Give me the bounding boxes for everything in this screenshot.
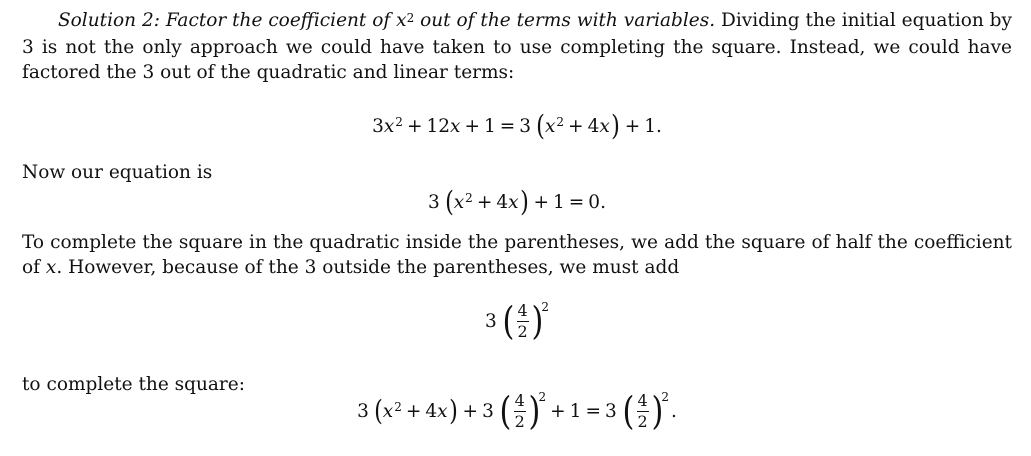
- eq4-coef1: 3: [357, 400, 369, 422]
- solution-text: Dividing the initial equation by 3 is not the only approach we could have taken to use completing the square. Instead, we could have factored the 3 out of the quadratic and linear terms:: [22, 10, 1012, 83]
- eq4-right-paren: ): [448, 394, 458, 427]
- eq1-left-paren: (: [536, 109, 545, 142]
- para3-var: x: [45, 257, 57, 278]
- para3: [22, 230, 1012, 280]
- eq4-in-lin-var: x: [437, 400, 448, 422]
- eq2-period: .: [600, 191, 606, 213]
- eq1-lin: 12: [426, 115, 450, 137]
- eq2-in-lin: 4: [496, 191, 509, 213]
- eq4-frac2-left-paren: (: [622, 389, 635, 433]
- eq1-lhs-coef: 3: [372, 115, 384, 137]
- eq4-fraction-group-2: [621, 389, 670, 433]
- eq4-plus1: +: [462, 400, 479, 422]
- eq1-in-exp: 2: [556, 114, 565, 129]
- eq4-fraction-1: [513, 390, 527, 431]
- eq1-plus1: +: [406, 115, 423, 137]
- solution-title-exp: 2: [406, 10, 415, 25]
- eq4-frac1-right-paren: ): [528, 389, 541, 433]
- eq2-in-lin-var: x: [508, 191, 519, 213]
- eq4-one: 1: [569, 400, 582, 422]
- solution-title-var: x: [396, 10, 407, 31]
- solution-paragraph: [22, 8, 1012, 85]
- eq2-plus: +: [533, 191, 549, 213]
- eq4-equals: =: [585, 400, 601, 422]
- eq1-in-plus: +: [568, 115, 584, 137]
- eq4-frac2-exp: 2: [661, 390, 670, 404]
- eq3-left-paren: (: [502, 299, 515, 343]
- solution-label: Solution 2:: [58, 10, 166, 31]
- eq4-var: x: [382, 400, 394, 422]
- eq2-left-paren: (: [444, 185, 454, 218]
- eq1-tail-plus: +: [624, 115, 641, 137]
- eq4-frac2-right-paren: ): [651, 389, 663, 433]
- eq2-coef: 3: [428, 191, 440, 213]
- eq1-right-paren: ): [610, 109, 620, 142]
- eq2-zero: 0: [588, 191, 601, 213]
- now-text: Now our equation is: [22, 162, 213, 183]
- eq3-fraction-group: [501, 299, 550, 343]
- eq4-in-plus: +: [405, 400, 422, 422]
- eq4-left-paren: (: [373, 394, 383, 427]
- eq2-equals: =: [568, 191, 585, 213]
- eq4-frac1-exp: 2: [538, 390, 547, 404]
- eq4-fraction-group-1: [498, 389, 547, 433]
- eq2-in-plus: +: [476, 191, 493, 213]
- eq4-coef3: 3: [604, 400, 617, 422]
- page: [22, 8, 1012, 448]
- eq4-denominator-2: 2: [637, 411, 648, 431]
- equation-3: [22, 299, 1012, 343]
- eq4-period: .: [671, 400, 677, 422]
- eq3-numerator: 4: [517, 300, 528, 320]
- eq3-fraction: [516, 300, 530, 341]
- eq1-tail-const: 1: [644, 115, 657, 137]
- eq4-coef2: 3: [482, 400, 494, 422]
- eq4-exp: 2: [394, 399, 402, 414]
- eq3-coef: 3: [484, 310, 497, 332]
- eq1-in-lin-var: x: [599, 115, 610, 137]
- eq1-plus2: +: [464, 115, 480, 137]
- eq1-in-var: x: [544, 115, 556, 137]
- eq1-period: .: [656, 115, 662, 137]
- eq4-plus2: +: [550, 400, 566, 422]
- para3-text-a: To complete the square in the quadratic inside the parentheses, we add the square of half the coefficient of: [22, 232, 1012, 278]
- eq1-exp: 2: [395, 114, 403, 129]
- eq1-equals: =: [499, 115, 516, 137]
- eq2-var: x: [453, 191, 465, 213]
- eq3-right-paren: ): [531, 299, 543, 343]
- eq1-in-lin: 4: [587, 115, 600, 137]
- equation-4: [22, 389, 1012, 433]
- eq1-lin-var: x: [450, 115, 461, 137]
- eq1-const: 1: [483, 115, 496, 137]
- eq2-const: 1: [553, 191, 565, 213]
- eq4-numerator-2: 4: [637, 390, 648, 410]
- eq4-frac1-left-paren: (: [499, 389, 512, 433]
- eq1-rhs-coef: 3: [519, 115, 532, 137]
- para3-text-b: . However, because of the 3 outside the parentheses, we must add: [56, 257, 680, 278]
- equation-2: [22, 185, 1012, 218]
- eq4-fraction-2: [636, 390, 650, 431]
- solution-title-part2: out of the terms with variables.: [414, 10, 716, 31]
- eq1-var: x: [383, 115, 395, 137]
- eq3-exp: 2: [541, 300, 550, 314]
- eq4-denominator-1: 2: [514, 411, 525, 431]
- equation-1: [22, 109, 1012, 142]
- eq3-denominator: 2: [517, 321, 528, 341]
- complete-text: to complete the square:: [22, 374, 245, 395]
- eq2-exp: 2: [465, 190, 473, 205]
- eq4-in-lin: 4: [425, 400, 438, 422]
- eq2-right-paren: ): [519, 185, 529, 218]
- solution-title-part1: Factor the coefficient of: [165, 10, 397, 31]
- eq4-numerator-1: 4: [514, 390, 525, 410]
